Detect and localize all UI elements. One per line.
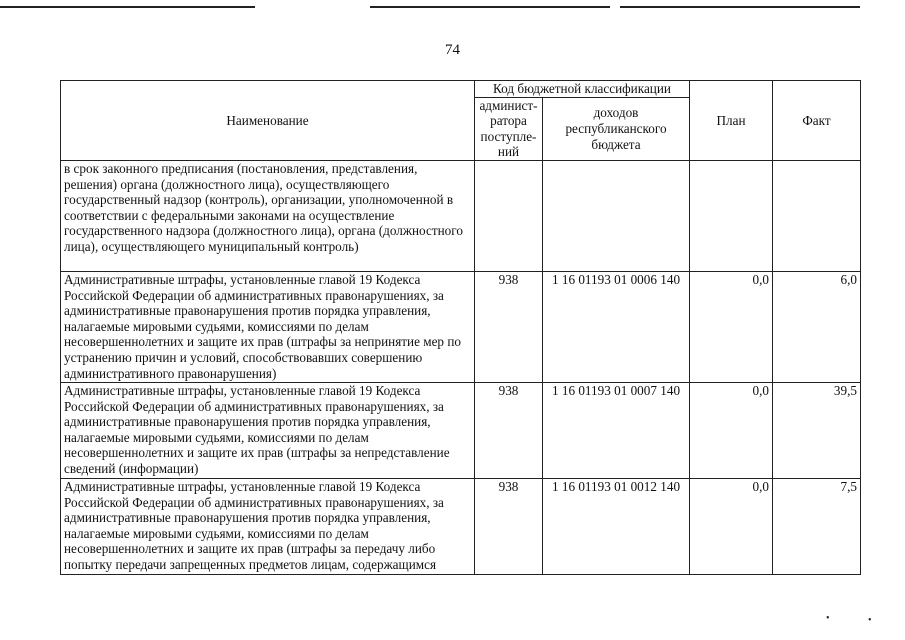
row-name: Административные штрафы, установленные главой 19 Кодекса Российской Федерации об административных правонарушениях, за административные правонарушения против порядка управления, налагаемые мировыми судьями, комиссиями по делам несовершеннолетних и защите их прав (штрафы за передачу либо попытку передачи запрещенных предметов лицам, содержащимся [61,478,475,574]
row-admin: 938 [475,382,543,478]
table-row [61,271,861,382]
scan-speck: • [868,615,872,626]
budget-table [60,80,861,575]
row-code: 1 16 01193 01 0006 140 [543,271,690,382]
row-admin: 938 [475,271,543,382]
row-code: 1 16 01193 01 0007 140 [543,382,690,478]
table-row [61,160,861,271]
row-plan: 0,0 [690,271,773,382]
row-name: в срок законного предписания (постановления, представления, решения) органа (должностного лица), осуществляющего государственный надзор (контроль), организации, уполномоченной в соответствии с федеральными законами на осуществление государственного надзора (должностного лица), органа (должностного лица), осуществляющего муниципальный контроль) [61,160,475,271]
header-revenue: доходов республиканского бюджета [543,97,690,160]
header-kbk-group: Код бюджетной классификации [475,81,690,98]
row-fact [773,160,861,271]
row-fact: 39,5 [773,382,861,478]
row-admin: 938 [475,478,543,574]
row-plan: 0,0 [690,478,773,574]
header-plan: План [690,81,773,161]
row-code: 1 16 01193 01 0012 140 [543,478,690,574]
row-name: Административные штрафы, установленные главой 19 Кодекса Российской Федерации об административных правонарушениях, за административные правонарушения против порядка управления, налагаемые мировыми судьями, комиссиями по делам несовершеннолетних и защите их прав (штрафы за непринятие мер по устранению причин и условий, способствовавших совершению административного правонарушения) [61,271,475,382]
row-admin [475,160,543,271]
row-name: Административные штрафы, установленные главой 19 Кодекса Российской Федерации об административных правонарушениях, за административные правонарушения против порядка управления, налагаемые мировыми судьями, комиссиями по делам несовершеннолетних и защите их прав (штрафы за непредставление сведений (информации) [61,382,475,478]
page-number: 74 [445,42,460,58]
header-fact: Факт [773,81,861,161]
scan-speck: • [826,613,830,624]
row-plan: 0,0 [690,382,773,478]
row-fact: 6,0 [773,271,861,382]
table-row [61,382,861,478]
table-row [61,478,861,574]
row-code [543,160,690,271]
scan-edge-line [370,6,610,8]
header-administrator: админист-ратора поступле-ний [475,97,543,160]
header-name: Наименование [61,81,475,161]
row-plan [690,160,773,271]
row-fact: 7,5 [773,478,861,574]
scan-edge-line [620,6,860,8]
scan-edge-line [0,6,255,8]
